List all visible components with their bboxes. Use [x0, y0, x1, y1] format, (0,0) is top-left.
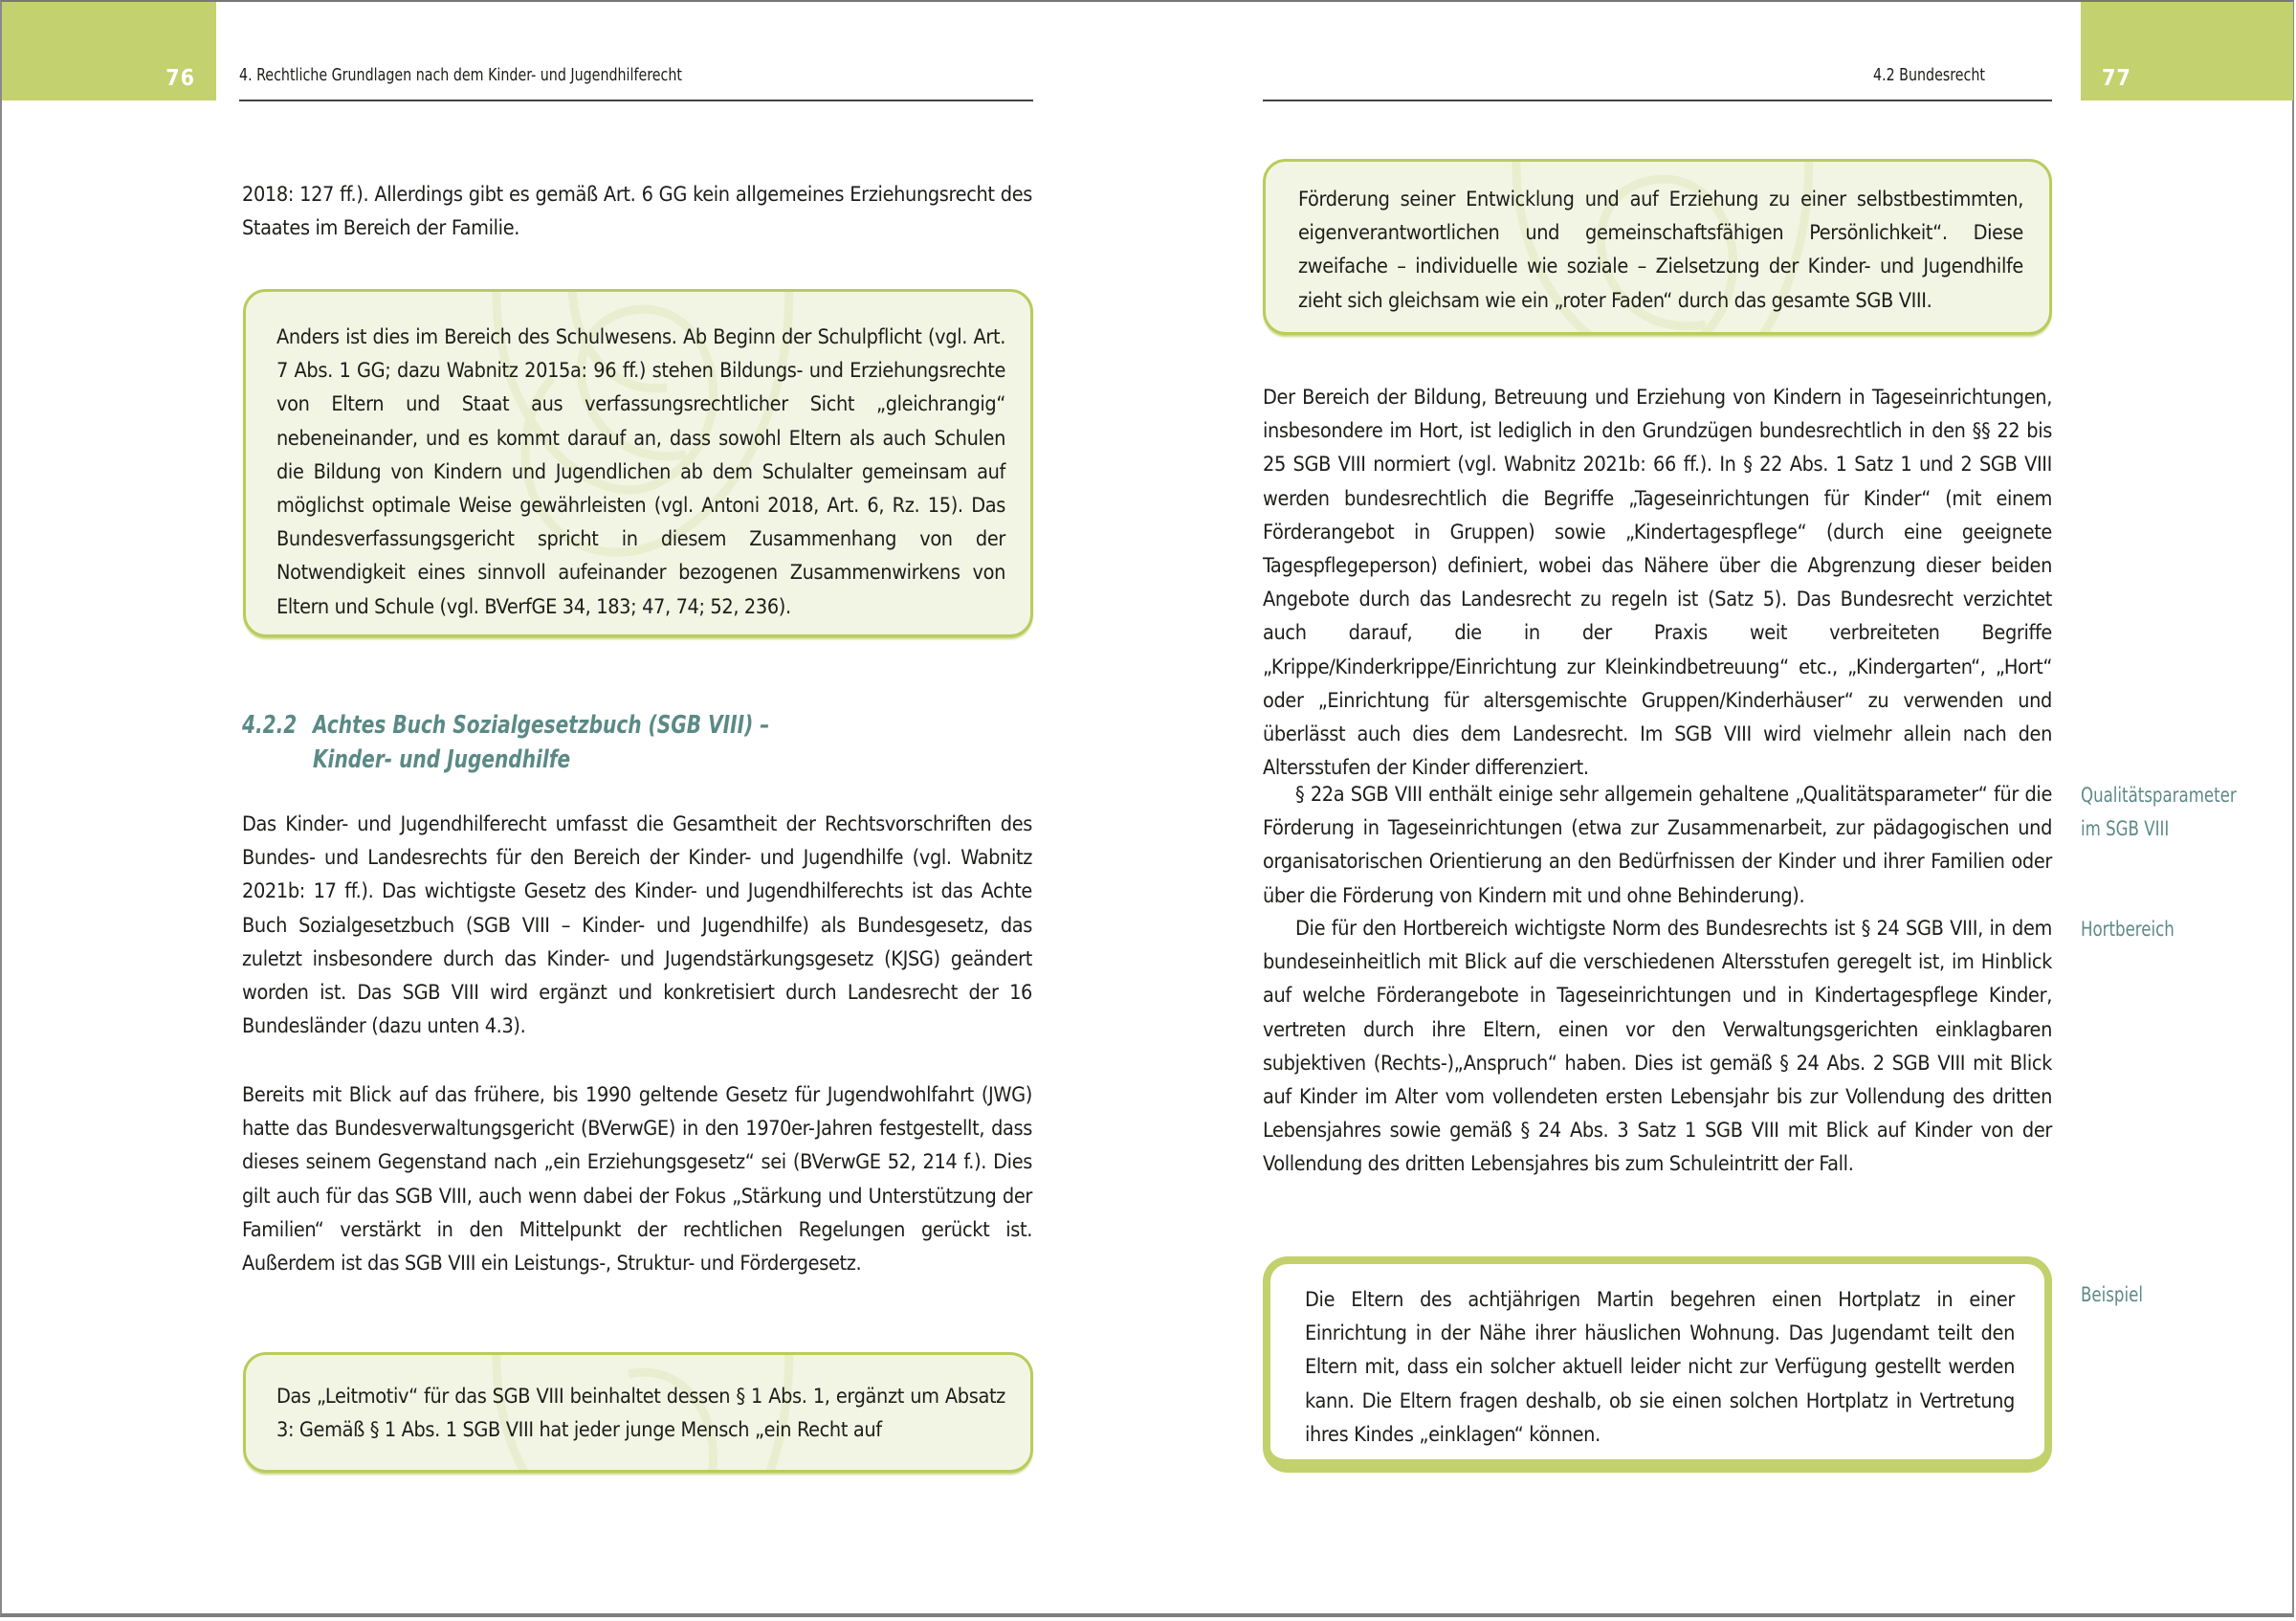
- running-head-left: 4. Rechtliche Grundlagen nach dem Kinder- und Jugendhilferecht: [239, 65, 683, 85]
- paragraph-jwg: Bereits mit Blick auf das frühere, bis 1990 geltende Gesetz für Jugendwohlfahrt (JWG) hatte das Bundesverwaltungsgericht (BVerwGE) in den 1970er-Jahren festgestellt, dass dieses seinem Gegenstand nach „ein Erziehungsgesetz“ sei (BVerwGE 52, 214 f.). Dies gilt auch für das SGB VIII, auch wenn dabei der Fokus „Stärkung und Unterstützung der Familien“ verstärkt in den Mittelpunkt der rechtlichen Regelungen gerückt ist. Außerdem ist das SGB VIII ein Leistungs-, Struktur- und Fördergesetz.: [242, 1083, 1032, 1277]
- paragraph-tageseinrichtungen: Der Bereich der Bildung, Betreuung und Erziehung von Kindern in Tageseinrichtungen, insbesondere im Hort, ist lediglich in den Grundzügen bundesrechtlich in den §§ 22 bis 25 SGB VIII normiert (vgl. Wabnitz 2021b: 66 ff.). In § 22 Abs. 1 Satz 1 und 2 SGB VIII werden bundesrechtlich die Begriffe „Tageseinrichtungen für Kinder“ (mit einem Förderangebot in Gruppen) sowie „Kindertagespflege“ (durch eine geeignete Tagespflegeperson) definiert, wobei das Nähere über die Abgrenzung dieser beiden Angebote durch das Landesrecht zu regeln ist (Satz 5). Das Bundesrecht verzichtet auch darauf, die in der Praxis weit verbreiteten Begriffe „Krippe/Kinderkrippe/Einrichtung zur Kleinkindbetreuung“ etc., „Kindergarten“, „Hort“ oder „Einrichtung für altersgemischte Gruppen/Kinderhäuser“ zu verwenden und überlässt auch dies dem Landesrecht. Im SGB VIII wird vielmehr allein nach den Altersstufen der Kinder differenziert.: [1263, 386, 2052, 781]
- margin-note-quality-line1: Qualitätsparameter: [2081, 784, 2237, 807]
- example-box-text: Die Eltern des achtjährigen Martin begehren einen Hortplatz in einer Einrichtung in der Nähe ihrer häuslichen Wohnung. Das Jugendamt teilt den Eltern mit, dass ein solcher aktuell leider nicht zur Verfügung gestellt werden kann. Die Eltern fragen deshalb, ob sie einen solchen Hortplatz in Vertretung ihres Kindes „einklagen“ können.: [1305, 1288, 2015, 1447]
- section-number: 4.2.2: [242, 711, 298, 740]
- paragraph-hortbereich: [1263, 912, 2052, 1182]
- margin-note-quality-line2: im SGB VIII: [2081, 817, 2170, 840]
- page-number-left: 76: [166, 66, 195, 91]
- section-title-line1: Achtes Buch Sozialgesetzbuch (SGB VIII) –: [312, 711, 770, 740]
- margin-note-example: Beispiel: [2081, 1283, 2143, 1306]
- intro-paragraph: 2018: 127 ff.). Allerdings gibt es gemäß Art. 6 GG kein allgemeines Erziehungsrecht des Staates im Bereich der Familie.: [242, 183, 1032, 241]
- info-box-school-text: Anders ist dies im Bereich des Schulwesens. Ab Beginn der Schulpflicht (vgl. Art. 7 Abs. 1 GG; dazu Wabnitz 2015a: 96 ff.) stehen Bildungs- und Erziehungsrechte von Eltern und Staat aus verfassungsrechtlicher Sicht „gleichrangig“ nebeneinander, und es kommt darauf an, dass sowohl Eltern als auch Schulen die Bildung von Kindern und Jugendlichen ab dem Schulalter gemeinsam auf möglichst optimale Weise gewährleisten (vgl. Antoni 2018, Art. 6, Rz. 15). Das Bundesverfassungsgericht spricht in diesem Zusammenhang von der Notwendigkeit eines sinnvoll aufeinander bezogenen Zusammenwirkens von Eltern und Schule (vgl. BVerfGE 34, 183; 47, 74; 52, 236).: [276, 325, 1005, 619]
- info-box-school: [243, 289, 1033, 637]
- page-number-tab-right: [2081, 2, 2293, 100]
- paragraph-kjhr: Das Kinder- und Jugendhilferecht umfasst die Gesamtheit der Rechtsvorschriften des Bundes- und Landesrechts für den Bereich der Kinder- und Jugendhilfe (vgl. Wabnitz 2021b: 17 ff.). Das wichtigste Gesetz des Kinder- und Jugendhilferechts ist das Achte Buch Sozialgesetzbuch (SGB VIII – Kinder- und Jugendhilfe) als Bundesgesetz, das zuletzt insbesondere durch das Kinder- und Jugendstärkungsgesetz (KJSG) geändert worden ist. Das SGB VIII wird ergänzt und konkretisiert durch Landesrecht der 16 Bundesländer (dazu unten 4.3).: [242, 812, 1032, 1039]
- example-box: [1263, 1256, 2052, 1473]
- section-title-line2: Kinder- und Jugendhilfe: [312, 745, 571, 774]
- section-heading: [242, 708, 769, 777]
- info-box-leitmotiv: [243, 1352, 1033, 1473]
- paragraph-qualitaetsparameter: [1263, 778, 2052, 913]
- paragraph-qualitaetsparameter-text: § 22a SGB VIII enthält einige sehr allgemein gehaltene „Qualitätsparameter“ für die Förderung in Tageseinrichtungen (etwa zur Zusammenarbeit, zur pädagogischen und organisatorischen Orientierung an den Bedürfnissen der Kinder und ihrer Familien oder über die Förderung von Kindern mit und ohne Behinderung).: [1263, 783, 2052, 908]
- page-number-tab-left: [2, 2, 216, 100]
- margin-note-quality: [2081, 779, 2237, 846]
- header-rule-left: [239, 100, 1033, 101]
- header-rule-right: [1263, 100, 2052, 101]
- paragraph-hortbereich-text: Die für den Hortbereich wichtigste Norm des Bundesrechts ist § 24 SGB VIII, in dem bundeseinheitlich mit Blick auf die verschiedenen Altersstufen geregelt ist, im Hinblick auf welche Förderangebote in Tageseinrichtungen und in Kindertagespflege Kinder, vertreten durch ihre Eltern, einen vor den Verwaltungsgerichten einklagbaren subjektiven (Rechts-)„Anspruch“ haben. Dies ist gemäß § 24 Abs. 2 SGB VIII mit Blick auf Kinder im Alter vom vollendeten ersten Lebensjahr bis zur Vollendung des dritten Lebensjahres sowie gemäß § 24 Abs. 3 Satz 1 SGB VIII mit Blick auf Kinder von der Vollendung des dritten Lebensjahres bis zum Schuleintritt der Fall.: [1263, 917, 2052, 1177]
- info-box-leitmotiv-continued: [1263, 159, 2052, 335]
- info-box-leitmotiv-continued-text: Förderung seiner Entwicklung und auf Erziehung zu einer selbstbestimmten, eigenverantwortlichen und gemeinschaftsfähigen Persönlichkeit“. Diese zweifache – individuelle wie soziale – Zielsetzung der Kinder- und Jugendhilfe zieht sich gleichsam wie ein „roter Faden“ durch das gesamte SGB VIII.: [1298, 188, 2023, 313]
- running-head-right: 4.2 Bundesrecht: [1873, 65, 1985, 85]
- margin-note-hort: Hortbereich: [2081, 918, 2175, 941]
- info-box-leitmotiv-text: Das „Leitmotiv“ für das SGB VIII beinhaltet dessen § 1 Abs. 1, ergänzt um Absatz 3: Gemäß § 1 Abs. 1 SGB VIII hat jeder junge Mensch „ein Recht auf: [276, 1385, 1005, 1443]
- page-number-right: 77: [2102, 66, 2131, 91]
